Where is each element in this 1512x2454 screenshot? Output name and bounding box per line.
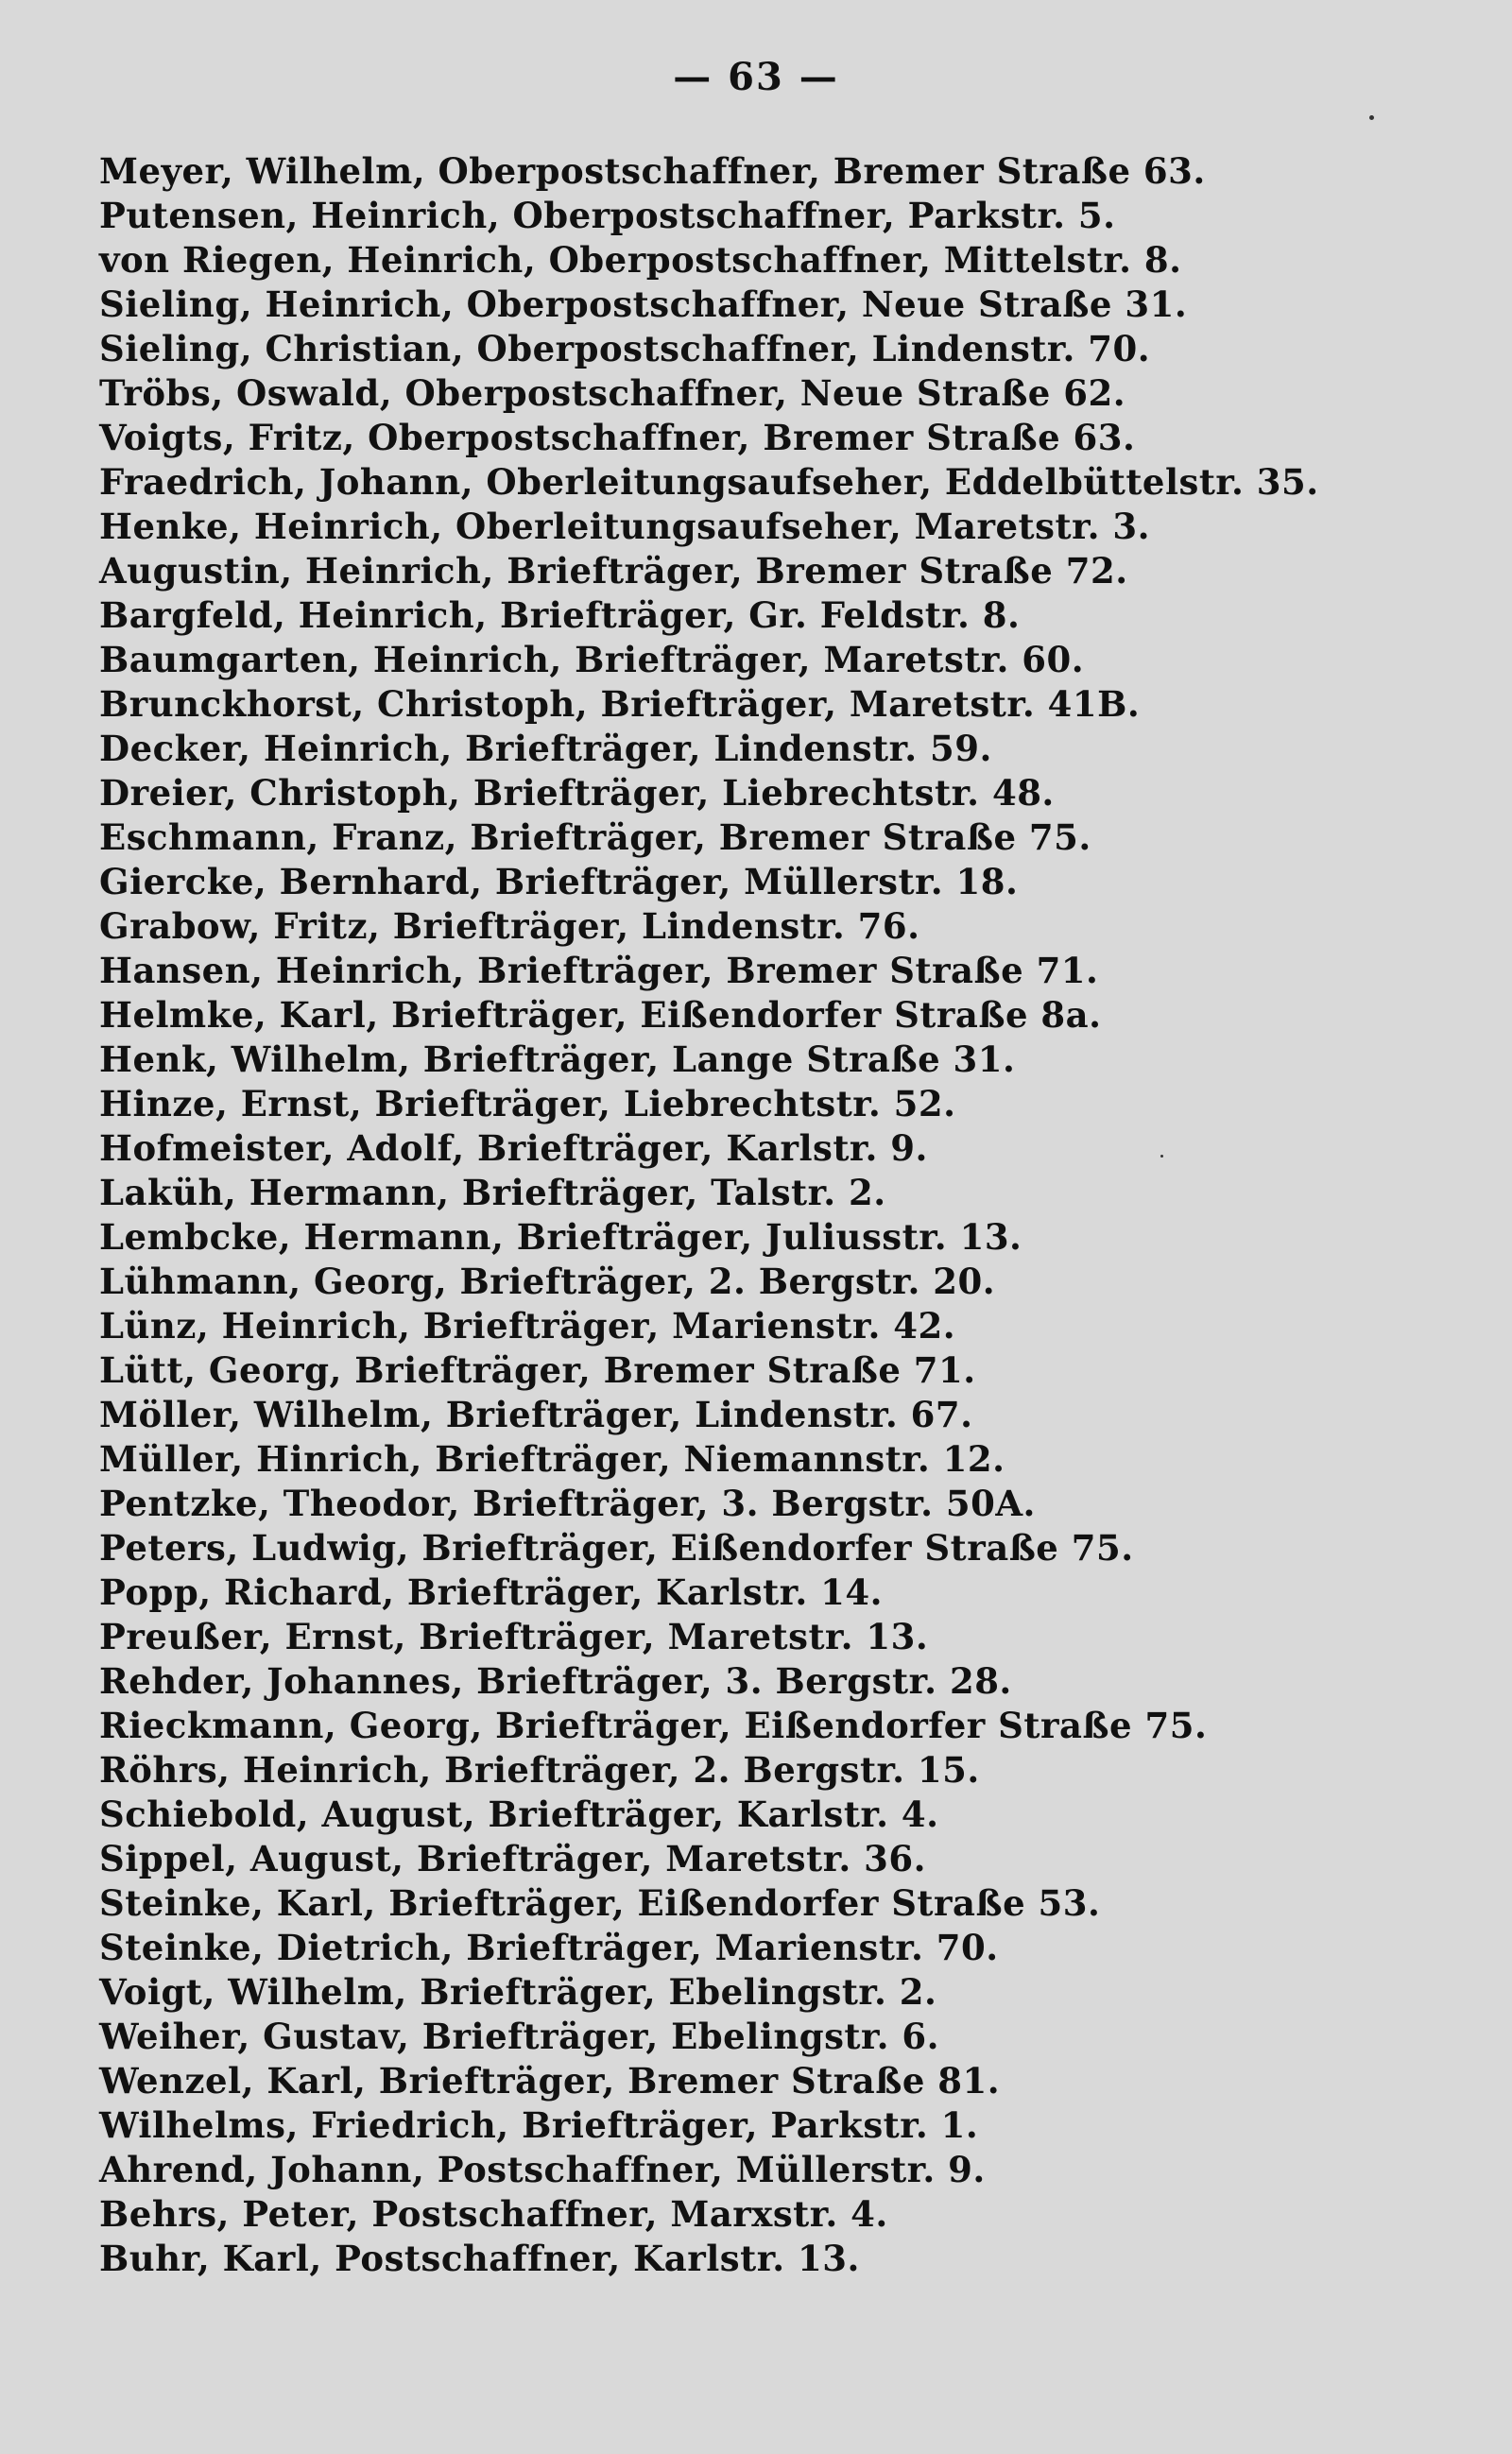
directory-entry: von Riegen, Heinrich, Oberpostschaffner, Mittelstr. 8. xyxy=(99,239,1182,281)
directory-entry: Hinze, Ernst, Briefträger, Liebrechtstr. 52. xyxy=(99,1083,956,1124)
directory-entry: Grabow, Fritz, Briefträger, Lindenstr. 76. xyxy=(99,905,920,947)
directory-entry: Sippel, August, Briefträger, Maretstr. 36. xyxy=(99,1838,926,1879)
directory-entry: Wilhelms, Friedrich, Briefträger, Parkstr. 1. xyxy=(99,2104,979,2146)
directory-entry: Dreier, Christoph, Briefträger, Liebrechtstr. 48. xyxy=(99,772,1055,814)
directory-entry: Pentzke, Theodor, Briefträger, 3. Bergstr. 50A. xyxy=(99,1483,1036,1524)
directory-entry: Laküh, Hermann, Briefträger, Talstr. 2. xyxy=(99,1172,886,1213)
directory-entry: Behrs, Peter, Postschaffner, Marxstr. 4. xyxy=(99,2193,888,2235)
directory-entry: Ahrend, Johann, Postschaffner, Müllerstr. 9. xyxy=(99,2149,986,2190)
directory-entry: Röhrs, Heinrich, Briefträger, 2. Bergstr. 15. xyxy=(99,1749,980,1791)
print-speck xyxy=(1369,115,1374,120)
directory-entry: Steinke, Karl, Briefträger, Eißendorfer Straße 53. xyxy=(99,1882,1101,1924)
directory-entry: Wenzel, Karl, Briefträger, Bremer Straße 81. xyxy=(99,2060,1001,2102)
page-number: — 63 — xyxy=(673,55,839,99)
directory-entry: Rehder, Johannes, Briefträger, 3. Bergstr. 28. xyxy=(99,1660,1012,1702)
directory-entry: Helmke, Karl, Briefträger, Eißendorfer Straße 8a. xyxy=(99,994,1102,1036)
directory-entry: Weiher, Gustav, Briefträger, Ebelingstr. 6. xyxy=(99,2016,939,2057)
directory-entry: Eschmann, Franz, Briefträger, Bremer Straße 75. xyxy=(99,816,1091,858)
directory-entry: Preußer, Ernst, Briefträger, Maretstr. 13. xyxy=(99,1616,929,1657)
directory-entry: Lütt, Georg, Briefträger, Bremer Straße 71. xyxy=(99,1349,976,1391)
directory-entry: Popp, Richard, Briefträger, Karlstr. 14. xyxy=(99,1571,883,1613)
directory-entry: Meyer, Wilhelm, Oberpostschaffner, Bremer Straße 63. xyxy=(99,150,1206,192)
directory-entry: Tröbs, Oswald, Oberpostschaffner, Neue Straße 62. xyxy=(99,372,1126,414)
directory-entry: Voigt, Wilhelm, Briefträger, Ebelingstr. 2. xyxy=(99,1971,937,2013)
directory-entry: Peters, Ludwig, Briefträger, Eißendorfer Straße 75. xyxy=(99,1527,1134,1569)
print-speck xyxy=(1160,1155,1163,1158)
directory-entry: Müller, Hinrich, Briefträger, Niemannstr. 12. xyxy=(99,1438,1005,1480)
directory-entry: Schiebold, August, Briefträger, Karlstr. 4. xyxy=(99,1793,939,1835)
directory-entry: Lembcke, Hermann, Briefträger, Juliusstr. 13. xyxy=(99,1216,1022,1258)
directory-entry: Brunckhorst, Christoph, Briefträger, Maretstr. 41B. xyxy=(99,683,1141,725)
directory-entry: Bargfeld, Heinrich, Briefträger, Gr. Feldstr. 8. xyxy=(99,594,1021,636)
directory-entry: Putensen, Heinrich, Oberpostschaffner, Parkstr. 5. xyxy=(99,195,1116,236)
directory-entry: Sieling, Christian, Oberpostschaffner, Lindenstr. 70. xyxy=(99,328,1151,369)
directory-entry: Giercke, Bernhard, Briefträger, Müllerstr. 18. xyxy=(99,861,1019,902)
directory-entry: Augustin, Heinrich, Briefträger, Bremer Straße 72. xyxy=(99,550,1128,592)
directory-entry: Möller, Wilhelm, Briefträger, Lindenstr. 67. xyxy=(99,1394,973,1435)
directory-entry: Decker, Heinrich, Briefträger, Lindenstr. 59. xyxy=(99,728,992,769)
directory-entry: Henk, Wilhelm, Briefträger, Lange Straße 31. xyxy=(99,1038,1016,1080)
directory-entry: Baumgarten, Heinrich, Briefträger, Maretstr. 60. xyxy=(99,639,1085,680)
directory-entry: Voigts, Fritz, Oberpostschaffner, Bremer Straße 63. xyxy=(99,417,1136,458)
entry-list xyxy=(99,149,1422,2281)
directory-entry: Hofmeister, Adolf, Briefträger, Karlstr. 9. xyxy=(99,1127,928,1169)
directory-entry: Henke, Heinrich, Oberleitungsaufseher, Maretstr. 3. xyxy=(99,506,1151,547)
directory-entry: Buhr, Karl, Postschaffner, Karlstr. 13. xyxy=(99,2238,860,2279)
directory-entry: Steinke, Dietrich, Briefträger, Marienstr. 70. xyxy=(99,1927,999,1968)
directory-entry: Fraedrich, Johann, Oberleitungsaufseher, Eddelbüttelstr. 35. xyxy=(99,461,1319,503)
directory-entry: Rieckmann, Georg, Briefträger, Eißendorfer Straße 75. xyxy=(99,1705,1208,1746)
directory-entry: Hansen, Heinrich, Briefträger, Bremer Straße 71. xyxy=(99,950,1099,991)
directory-entry: Lühmann, Georg, Briefträger, 2. Bergstr. 20. xyxy=(99,1261,996,1302)
directory-entry: Sieling, Heinrich, Oberpostschaffner, Neue Straße 31. xyxy=(99,283,1188,325)
directory-entry: Lünz, Heinrich, Briefträger, Marienstr. 42. xyxy=(99,1305,956,1347)
